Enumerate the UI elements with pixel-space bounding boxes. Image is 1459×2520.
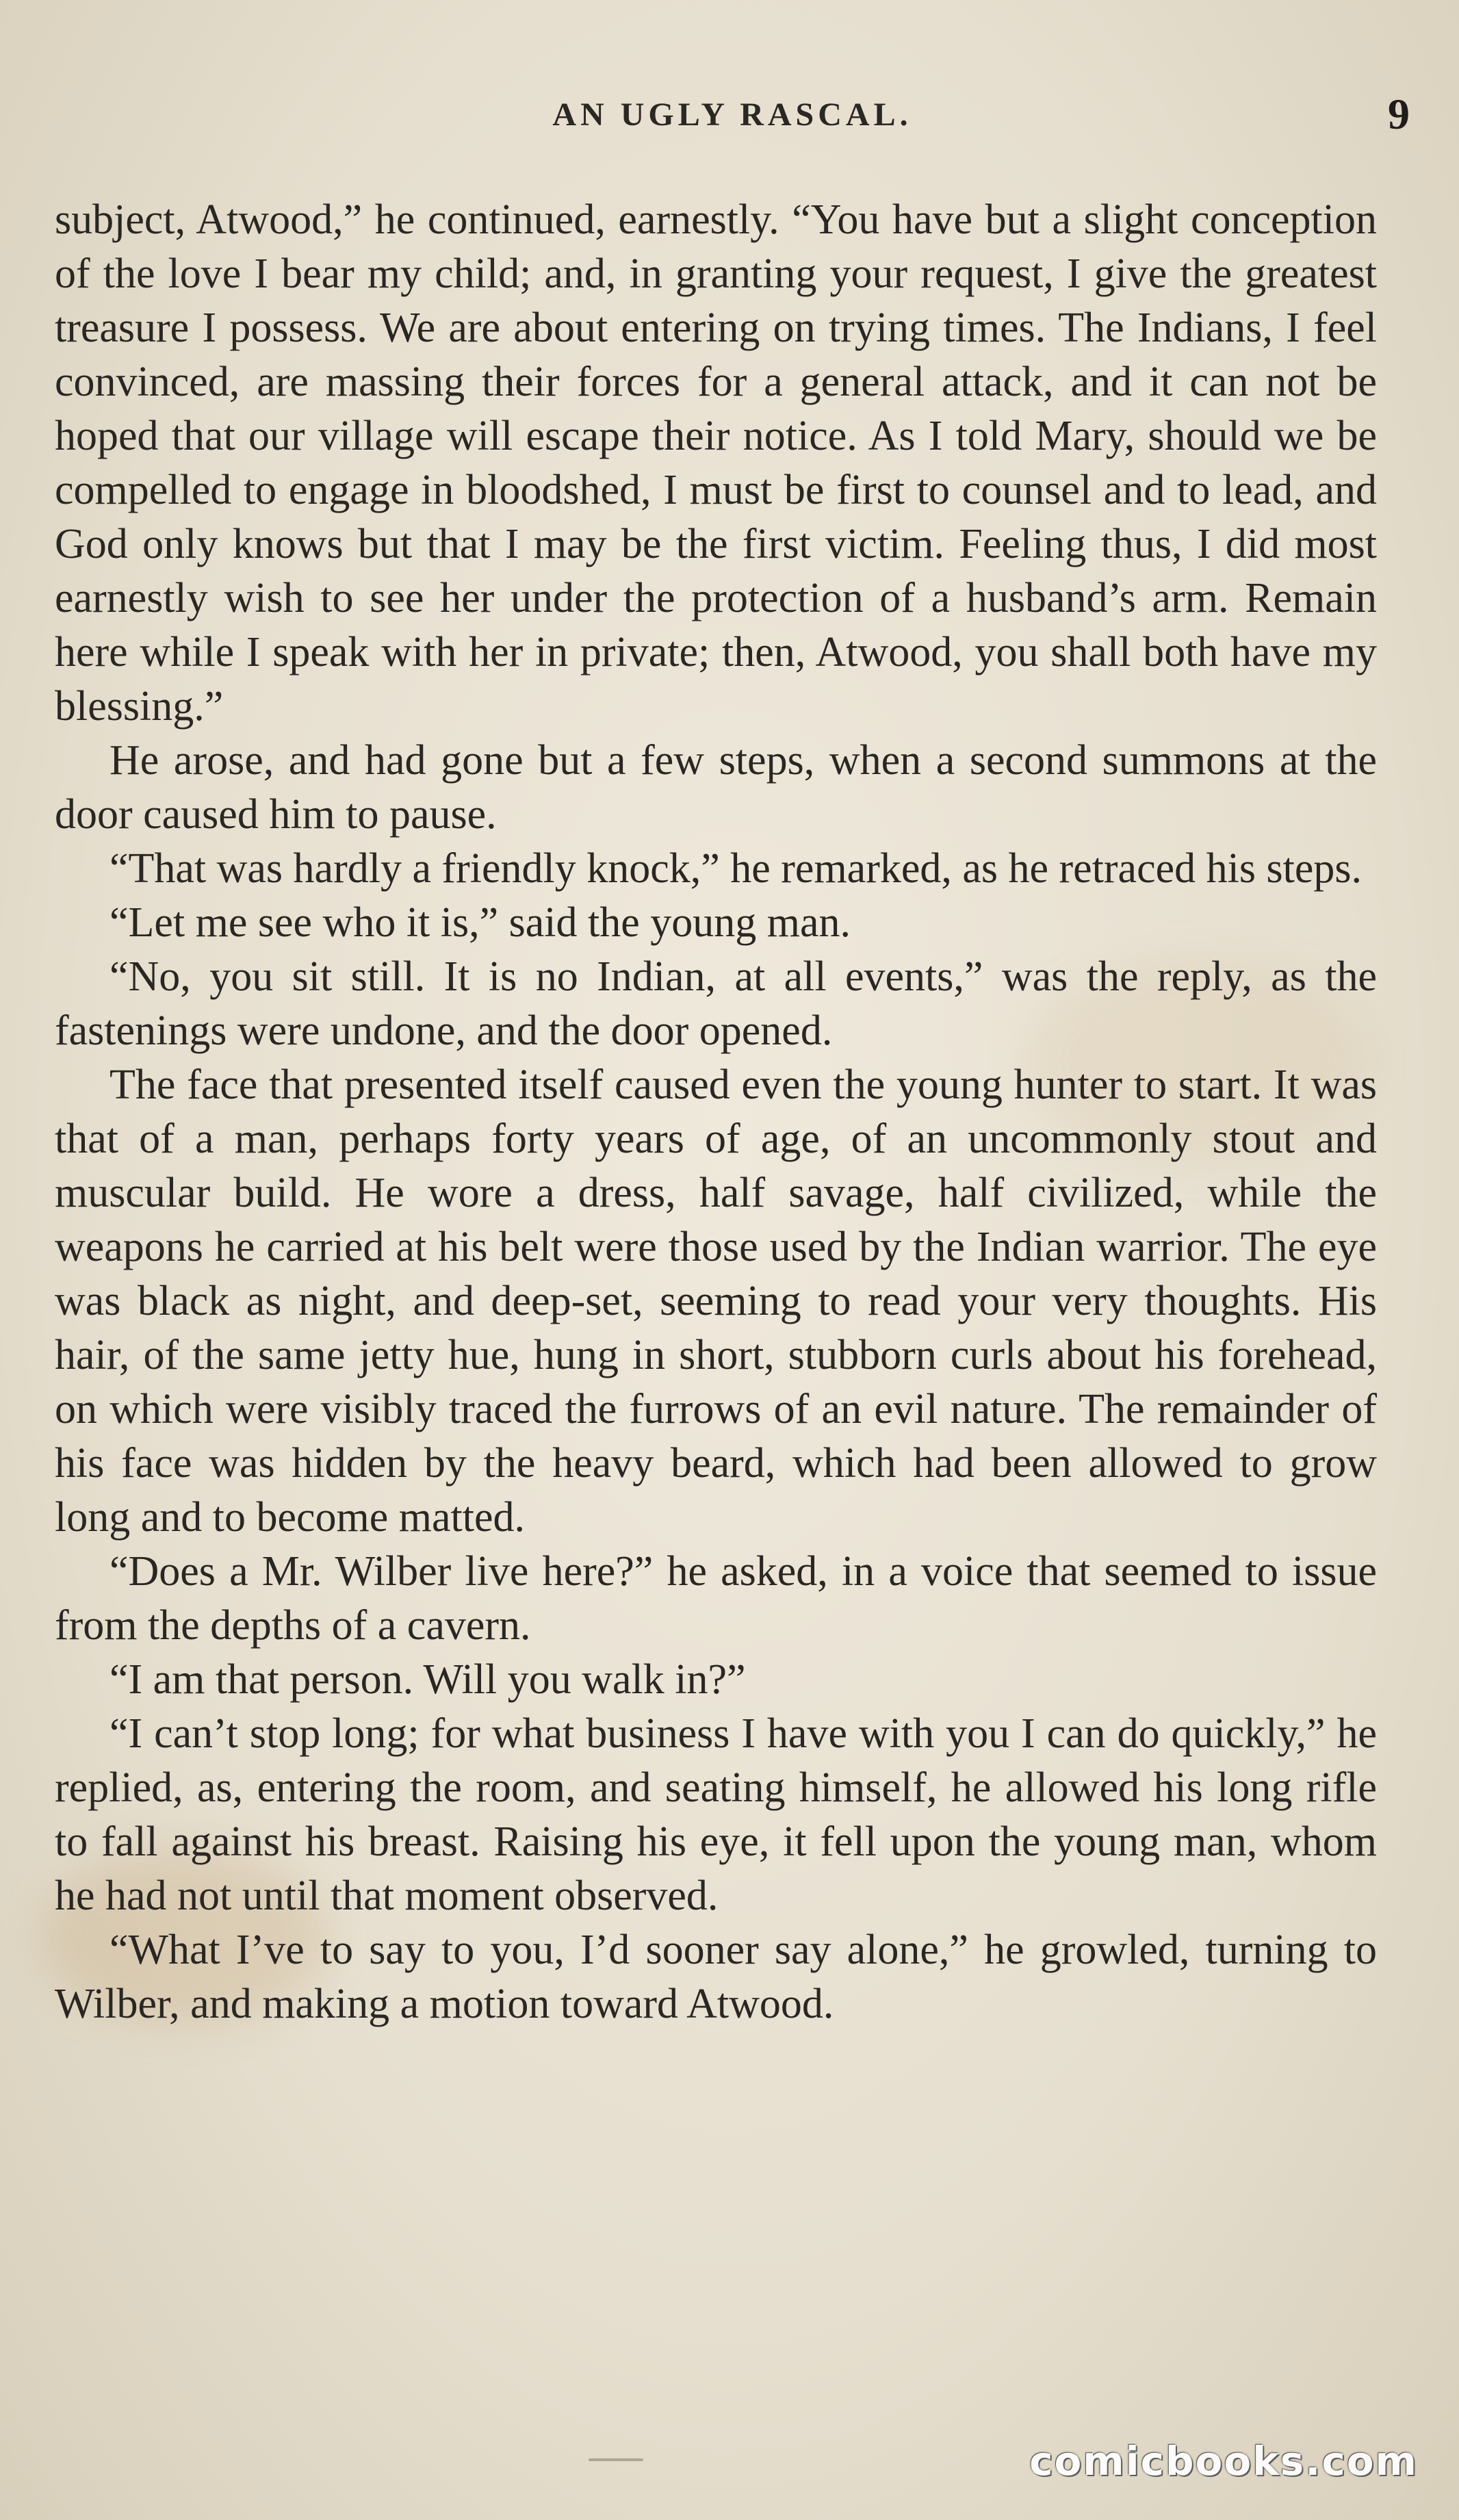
paragraph: “That was hardly a friendly knock,” he remarked, as he retraced his steps. [109,845,1362,892]
paragraph: “What I’ve to say to you, I’d sooner say alone,” he growled, turning to Wilber, and making a motion toward Atwood. [55,1927,1377,2027]
page-number: 9 [1388,90,1410,138]
paragraph: The face that presented itself caused even the young hunter to start. It was that of a man, perhaps forty years of age, of an uncommonly stout and muscular build. He wore a dress, half savage, half civilized, while the weapons he carried at his belt were those used by the Indian warrior. The eye was black as night, and deep-set, seeming to read your very thoughts. His hair, of the same jetty hue, hung in short, stubborn curls about his forehead, on which were visibly traced the furrows of an evil nature. The remainder of his face was hidden by the heavy beard, which had been allowed to grow long and to become matted. [55,1062,1377,1541]
paragraph: “Does a Mr. Wilber live here?” he asked, in a voice that seemed to issue from the depths of a cavern. [55,1548,1377,1649]
watermark: comicbooks.com [1029,2438,1418,2484]
paragraph: He arose, and had gone but a few steps, when a second summons at the door caused him to pause. [55,737,1377,838]
body-text [55,193,1377,2031]
paragraph: “Let me see who it is,” said the young man. [109,899,851,946]
running-title: AN UGLY RASCAL. [552,97,912,133]
paragraph: subject, Atwood,” he continued, earnestly. “You have but a slight conception of the love I bear my child; and, in granting your request, I give the greatest treasure I possess. We are about entering on trying times. The Indians, I feel convinced, are massing their forces for a general attack, and it can not be hoped that our village will escape their notice. As I told Mary, should we be compelled to engage in bloodshed, I must be first to counsel and to lead, and God only knows but that I may be the first victim. Feeling thus, I did most earnestly wish to see her under the protection of a husband’s arm. Remain here while I speak with her in private; then, Atwood, you shall both have my blessing.” [55,196,1377,730]
print-mark [589,2458,643,2461]
paragraph: “I am that person. Will you walk in?” [109,1656,746,1703]
paragraph: “I can’t stop long; for what business I have with you I can do quickly,” he replied, as, entering the room, and seating himself, he allowed his long rifle to fall against his breast. Raising his eye, it fell upon the young man, whom he had not until that moment observed. [55,1710,1377,1919]
running-head [55,89,1410,144]
paragraph: “No, you sit still. It is no Indian, at all events,” was the reply, as the fastenings were undone, and the door opened. [55,953,1377,1054]
